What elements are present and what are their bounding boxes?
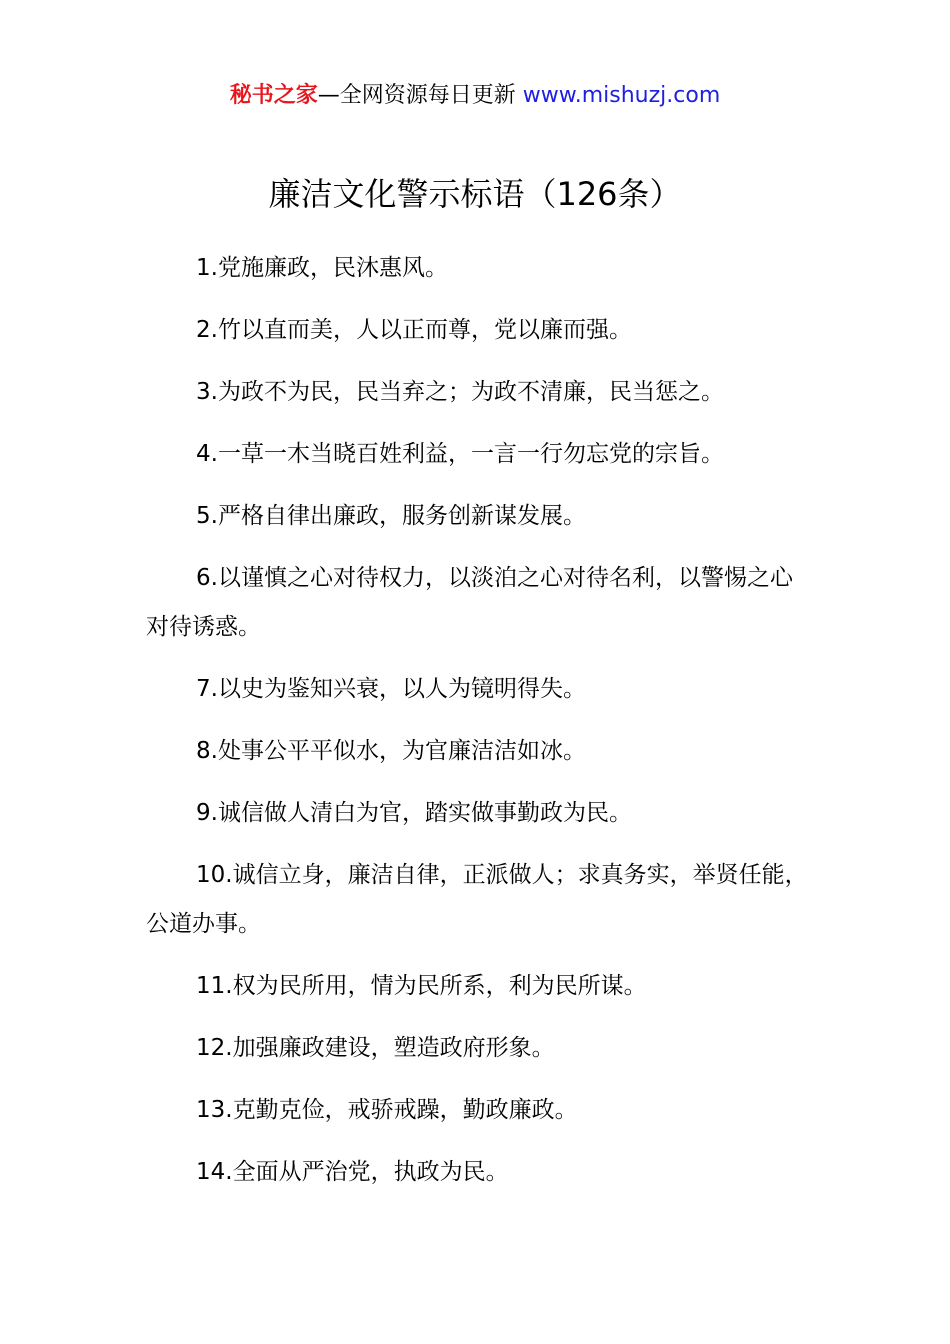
slogan-item: 6.以谨慎之心对待权力，以淡泊之心对待名利，以警惕之心对待诱惑。 xyxy=(146,565,793,640)
slogan-item: 9.诚信做人清白为官，踏实做事勤政为民。 xyxy=(196,800,632,826)
slogan-item: 10.诚信立身，廉洁自律，正派做人；求真务实，举贤任能，公道办事。 xyxy=(146,862,808,937)
slogan-item: 3.为政不为民，民当弃之；为政不清廉，民当惩之。 xyxy=(196,379,724,405)
slogan-item: 5.严格自律出廉政，服务创新谋发展。 xyxy=(196,503,586,529)
slogan-item: 11.权为民所用，情为民所系，利为民所谋。 xyxy=(196,973,647,999)
slogan-item: 8.处事公平平似水，为官廉洁洁如冰。 xyxy=(196,738,586,764)
slogan-item: 13.克勤克俭，戒骄戒躁，勤政廉政。 xyxy=(196,1097,578,1123)
slogan-item: 7.以史为鉴知兴衰，以人为镜明得失。 xyxy=(196,676,586,702)
site-brand: 秘书之家 xyxy=(229,83,318,108)
slogan-item: 2.竹以直而美，人以正而尊，党以廉而强。 xyxy=(196,317,632,343)
site-tagline: —全网资源每日更新 xyxy=(317,83,523,108)
document-title: 廉洁文化警示标语（126条） xyxy=(268,175,682,213)
slogan-item: 1.党施廉政，民沐惠风。 xyxy=(196,255,448,281)
slogan-item: 4.一草一木当晓百姓利益，一言一行勿忘党的宗旨。 xyxy=(196,441,724,467)
slogan-item: 14.全面从严治党，执政为民。 xyxy=(196,1159,509,1185)
slogan-list xyxy=(146,244,810,1210)
site-url-link[interactable]: www.mishuzj.com xyxy=(522,83,721,108)
site-header xyxy=(0,80,950,112)
slogan-item: 12.加强廉政建设，塑造政府形象。 xyxy=(196,1035,555,1061)
